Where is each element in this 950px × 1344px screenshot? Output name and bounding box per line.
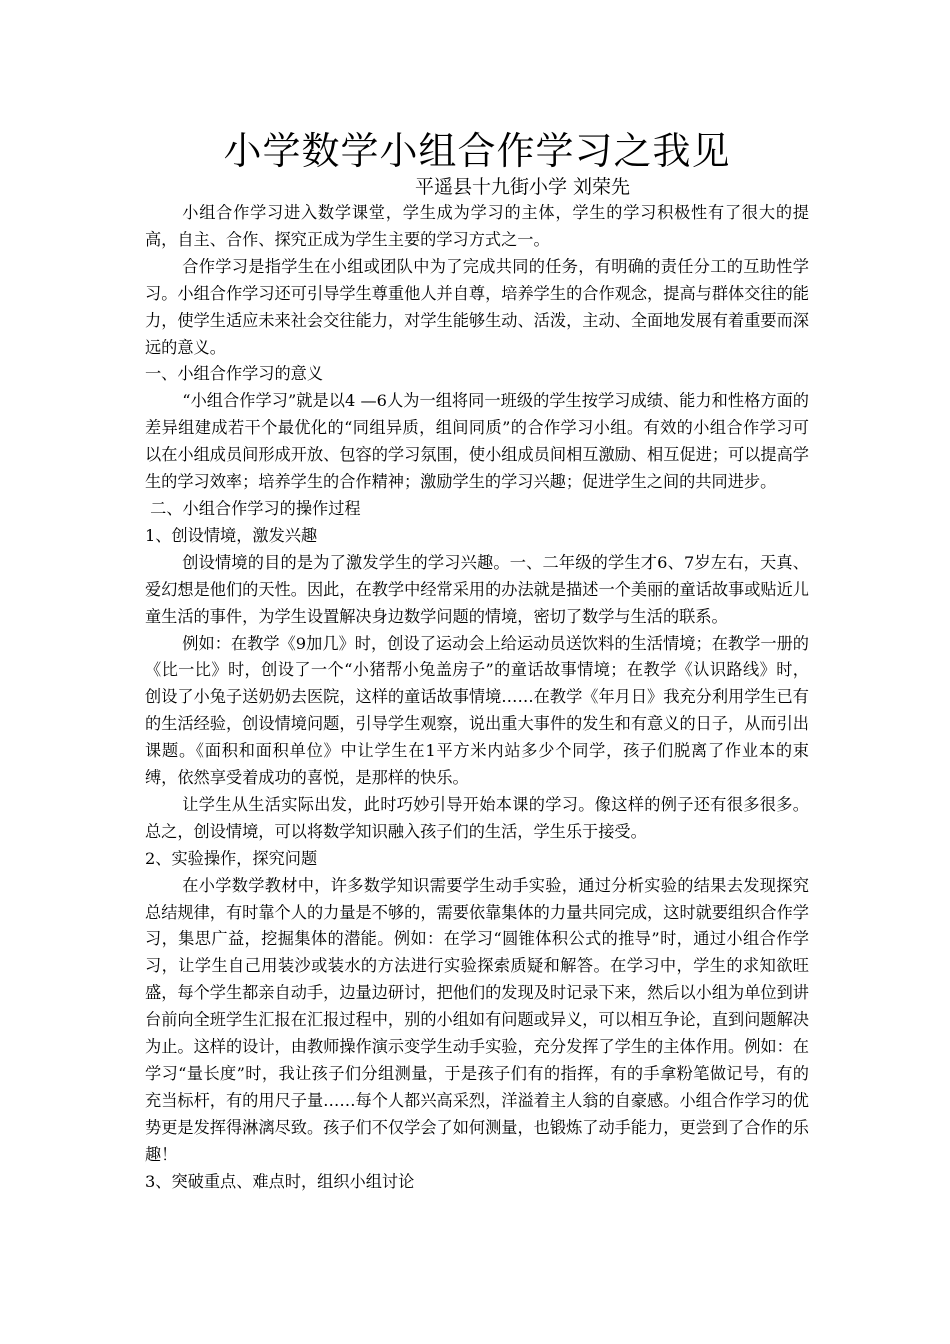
document-page [145,128,809,1196]
section-heading-1: 一、小组合作学习的意义 [145,364,324,384]
intro-paragraph-2: 合作学习是指学生在小组或团队中为了完成共同的任务，有明确的责任分工的互助性学习。小组合作学习还可引导学生尊重他人并自尊，培养学生的合作观念，提高与群体交往的能力，使学生适应未来社会交往能力，对学生能够生动、活泼，主动、全面地发展有着重要而深远的意义。 [145,256,809,357]
subsection1-paragraph-3: 让学生从生活实际出发，此时巧妙引导开始本课的学习。像这样的例子还有很多很多。总之，创设情境，可以将数学知识融入孩子们的生活，学生乐于接受。 [145,794,809,841]
section1-paragraph-1: “小组合作学习”就是以4 —6人为一组将同一班级的学生按学习成绩、能力和性格方面的差异组建成若干个最优化的“同组异质，组间同质”的合作学习小组。有效的小组合作学习可以在小组成员间形成开放、包容的学习氛围，使小组成员间相互激励、相互促进；可以提高学生的学习效率；培养学生的合作精神；激励学生的学习兴趣；促进学生之间的共同进步。 [145,391,809,492]
subsection2-paragraph-1: 在小学数学教材中，许多数学知识需要学生动手实验，通过分析实验的结果去发现探究总结规律，有时靠个人的力量是不够的，需要依靠集体的力量共同完成，这时就要组织合作学习，集思广益，挖掘集体的潜能。例如：在学习“圆锥体积公式的推导”时，通过小组合作学习，让学生自己用装沙或装水的方法进行实验探索质疑和解答。在学习中，学生的求知欲旺盛，每个学生都亲自动手，边量边研讨，把他们的发现及时记录下来，然后以小组为单位到讲台前向全班学生汇报在汇报过程中，别的小组如有问题或异义，可以相互争论，直到问题解决为止。这样的设计，由教师操作演示变学生动手实验，充分发挥了学生的主体作用。例如：在学习“量长度”时，我让孩子们分组测量，于是孩子们有的指挥，有的手拿粉笔做记号，有的充当标杆，有的用尺子量……每个人都兴高采烈，洋溢着主人翁的自豪感。小组合作学习的优势更是发挥得淋漓尽致。孩子们不仅学会了如何测量，也锻炼了动手能力，更尝到了合作的乐趣！ [145,875,809,1164]
subsection-heading-3: 3、突破重点、难点时，组织小组讨论 [145,1171,415,1191]
subsection1-paragraph-2: 例如：在教学《9加几》时，创设了运动会上给运动员送饮料的生活情境；在教学一册的《比一比》时，创设了一个“小猪帮小兔盖房子”的童话故事情境；在教学《认识路线》时，创设了小兔子送奶奶去医院，这样的童话故事情境……在教学《年月日》我充分利用学生已有的生活经验，创设情境问题，引导学生观察，说出重大事件的发生和有意义的日子，从而引出课题。《面积和面积单位》中让学生在1平方米内站多少个同学，孩子们脱离了作业本的束缚，依然享受着成功的喜悦，是那样的快乐。 [145,633,809,788]
document-title: 小学数学小组合作学习之我见 [223,129,731,173]
document-author: 平遥县十九街小学 刘荣先 [415,176,631,198]
subsection-heading-1: 1、创设情境，激发兴趣 [145,525,318,545]
intro-paragraph-1: 小组合作学习进入数学课堂，学生成为学习的主体，学生的学习积极性有了很大的提高，自主、合作、探究正成为学生主要的学习方式之一。 [145,203,809,249]
subsection-heading-2: 2、实验操作，探究问题 [145,848,318,868]
subsection1-paragraph-1: 创设情境的目的是为了激发学生的学习兴趣。一、二年级的学生才6、7岁左右，天真、爱幻想是他们的天性。因此，在教学中经常采用的办法就是描述一个美丽的童话故事或贴近儿童生活的事件，为学生设置解决身边数学问题的情境，密切了数学与生活的联系。 [145,552,809,626]
section-heading-2: 二、小组合作学习的操作过程 [145,498,361,518]
